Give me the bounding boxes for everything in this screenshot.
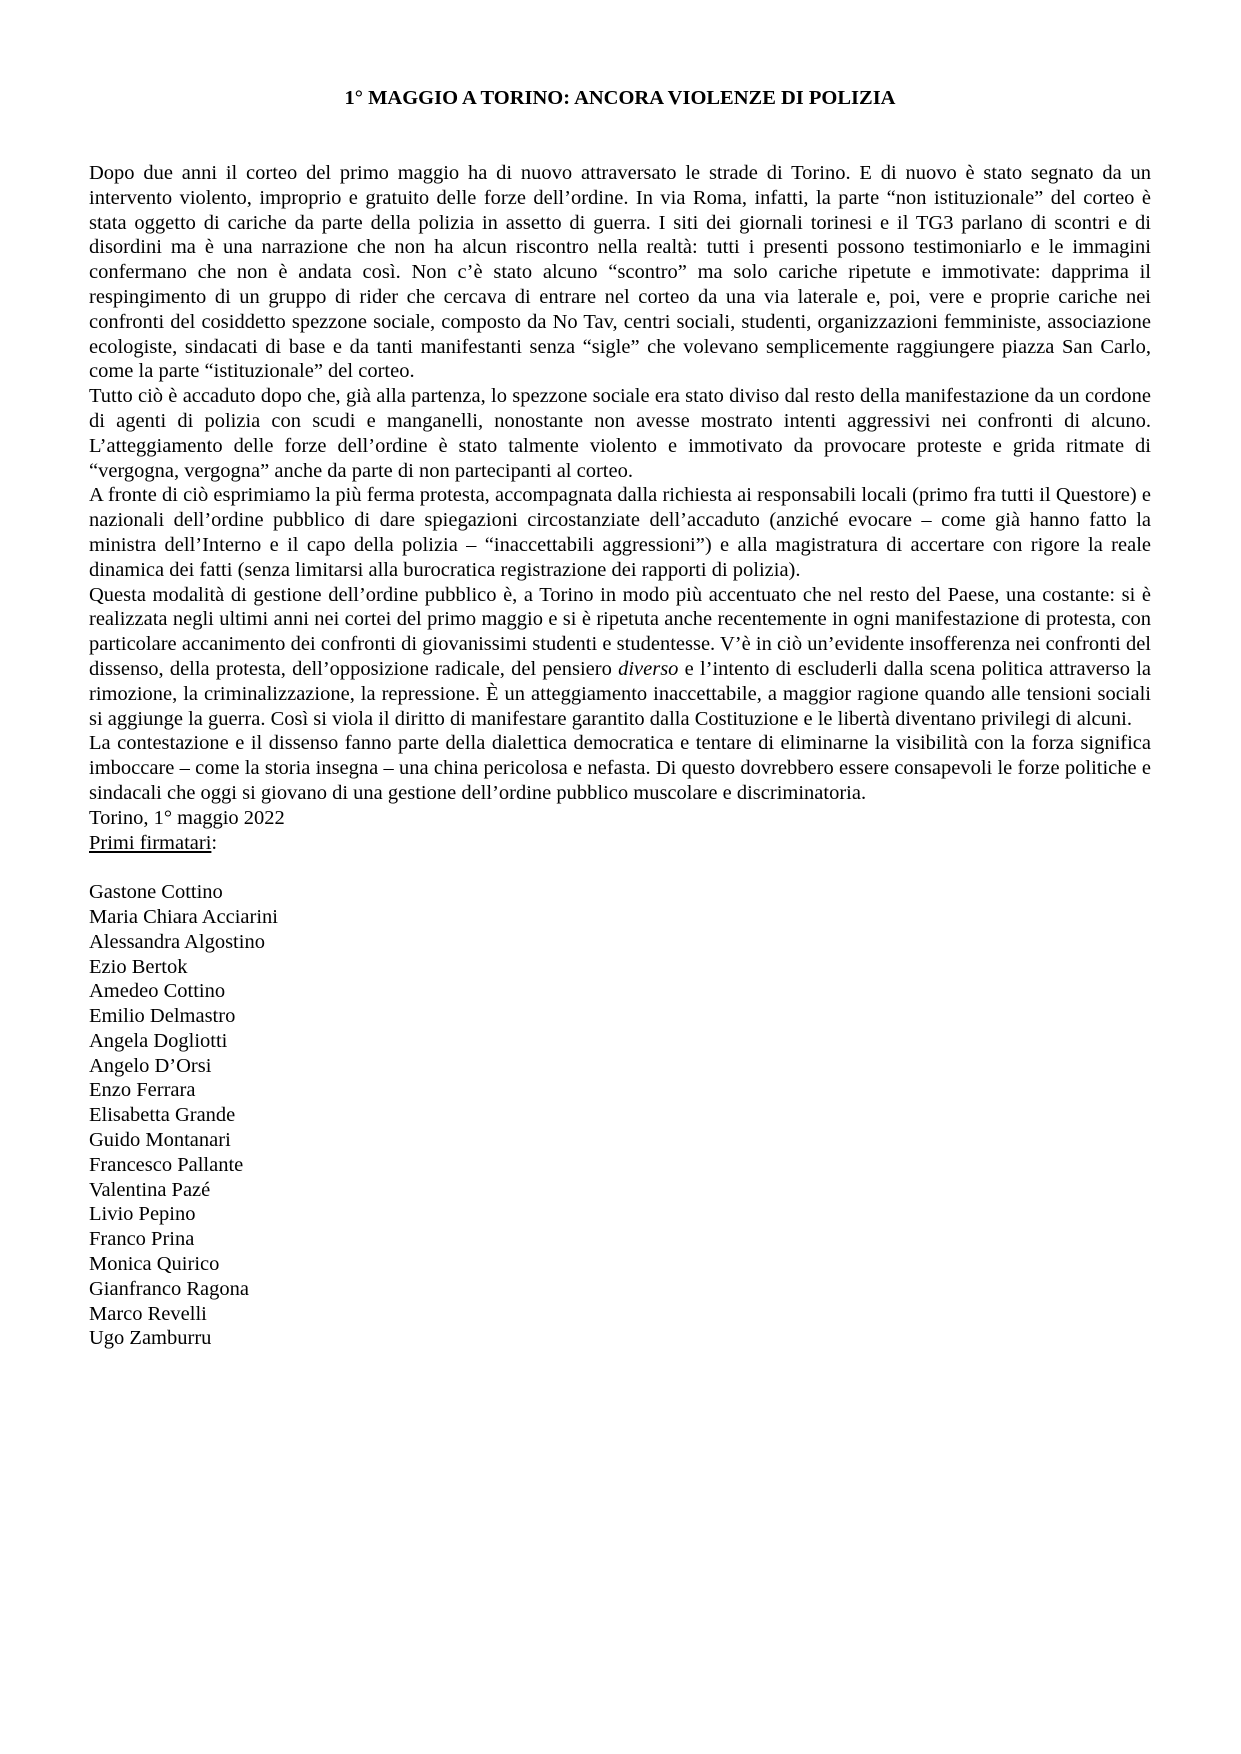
paragraph-4-italic-word: diverso (618, 657, 679, 680)
signer: Angelo D’Orsi (89, 1054, 212, 1077)
paragraph-2: Tutto ciò è accaduto dopo che, già alla partenza, lo spezzone sociale era stato diviso dal resto della manifestazione da un cordone di agenti di polizia con scudi e manganelli, nonostante non avesse mostrato intenti aggressivi nei confronti di alcuno. L’atteggiamento delle forze dell’ordine è stato talmente violento e immotivato da provocare proteste e grida ritmate di “vergogna, vergogna” anche da parte di non partecipanti al corteo. (89, 385, 1151, 482)
date-line: Torino, 1° maggio 2022 (89, 806, 285, 829)
signer: Monica Quirico (89, 1253, 220, 1276)
paragraph-3: A fronte di ciò esprimiamo la più ferma protesta, accompagnata dalla richiesta ai responsabili locali (primo fra tutti il Questore) e nazionali dell’ordine pubblico di dare spiegazioni circostanziate dell’accaduto (anziché evocare – come già hanno fatto la ministra dell’Interno e il capo della polizia – “inaccettabili aggressioni”) e alla magistratura di accertare con rigore la reale dinamica dei fatti (senza limitarsi alla burocratica registrazione dei rapporti di polizia). (89, 484, 1151, 581)
paragraph-4-text-before: Questa modalità di gestione dell’ordine pubblico è, a Torino in modo più accentuato che nel resto del Paese, una costante: si è realizzata negli ultimi anni nei cortei del primo maggio e si è ripetuta anche recentemente in ogni manifestazione di protesta, con particolare accanimento dei confronti di giovanissimi studenti e studentesse. V’è in ciò un’evidente insofferenza nei confronti del dissenso, della protesta, dell’opposizione radicale, del pensiero (89, 583, 1151, 680)
paragraph-4-text-after: e l’intento di escluderli dalla scena politica attraverso la rimozione, la criminalizzazione, la repressione. È un atteggiamento inaccettabile, a maggior ragione quando alle tensioni sociali si aggiunge la guerra. Così si viola il diritto di manifestare garantito dalla Costituzione e le libertà diventano privilegi di alcuni. (89, 657, 1151, 730)
signer: Elisabetta Grande (89, 1104, 236, 1127)
signer: Gastone Cottino (89, 881, 223, 904)
signer: Guido Montanari (89, 1129, 231, 1152)
signer: Gianfranco Ragona (89, 1277, 249, 1300)
signer: Amedeo Cottino (89, 980, 226, 1003)
document-body (89, 161, 1151, 1351)
signer: Angela Dogliotti (89, 1029, 228, 1052)
signer: Alessandra Algostino (89, 930, 265, 953)
signer: Ezio Bertok (89, 955, 188, 978)
signers-heading (89, 831, 1151, 856)
signer: Marco Revelli (89, 1302, 207, 1325)
signers-heading-colon: : (211, 831, 218, 854)
signer: Emilio Delmastro (89, 1005, 236, 1028)
paragraph-1: Dopo due anni il corteo del primo maggio ha di nuovo attraversato le strade di Torino. E di nuovo è stato segnato da un intervento violento, improprio e gratuito delle forze dell’ordine. In via Roma, infatti, la parte “non istituzionale” del corteo è stata oggetto di cariche da parte della polizia in assetto di guerra. I siti dei giornali torinesi e il TG3 parlano di scontri e di disordini ma è una narrazione che non ha alcun riscontro nella realtà: tutti i presenti possono testimoniarlo e le immagini confermano che non è andata così. Non c’è stato alcuno “scontro” ma solo cariche ripetute e immotivate: dapprima il respingimento di un gruppo di rider che cercava di entrare nel corteo da una via laterale e, poi, vere e proprie cariche nei confronti del cosiddetto spezzone sociale, composto da No Tav, centri sociali, studenti, organizzazioni femministe, associazione ecologiste, sindacati di base e da tanti manifestanti senza “sigle” che volevano semplicemente raggiungere piazza San Carlo, come la parte “istituzionale” del corteo. (89, 162, 1151, 383)
signers-list (89, 880, 1151, 1351)
signer: Francesco Pallante (89, 1153, 244, 1176)
signer: Livio Pepino (89, 1203, 196, 1226)
document-title: 1° MAGGIO A TORINO: ANCORA VIOLENZE DI POLIZIA (344, 87, 896, 109)
signer: Maria Chiara Acciarini (89, 905, 278, 928)
signer: Franco Prina (89, 1228, 195, 1251)
signer: Valentina Pazé (89, 1178, 211, 1201)
signer: Ugo Zamburru (89, 1327, 212, 1350)
paragraph-5: La contestazione e il dissenso fanno parte della dialettica democratica e tentare di eliminarne la visibilità con la forza significa imboccare – come la storia insegna – una china pericolosa e nefasta. Di questo dovrebbero essere consapevoli le forze politiche e sindacali che oggi si giovano di una gestione dell’ordine pubblico muscolare e discriminatoria. (89, 732, 1151, 804)
signers-heading-label: Primi firmatari (89, 831, 212, 854)
signer: Enzo Ferrara (89, 1079, 196, 1102)
paragraph-4 (89, 583, 1151, 732)
